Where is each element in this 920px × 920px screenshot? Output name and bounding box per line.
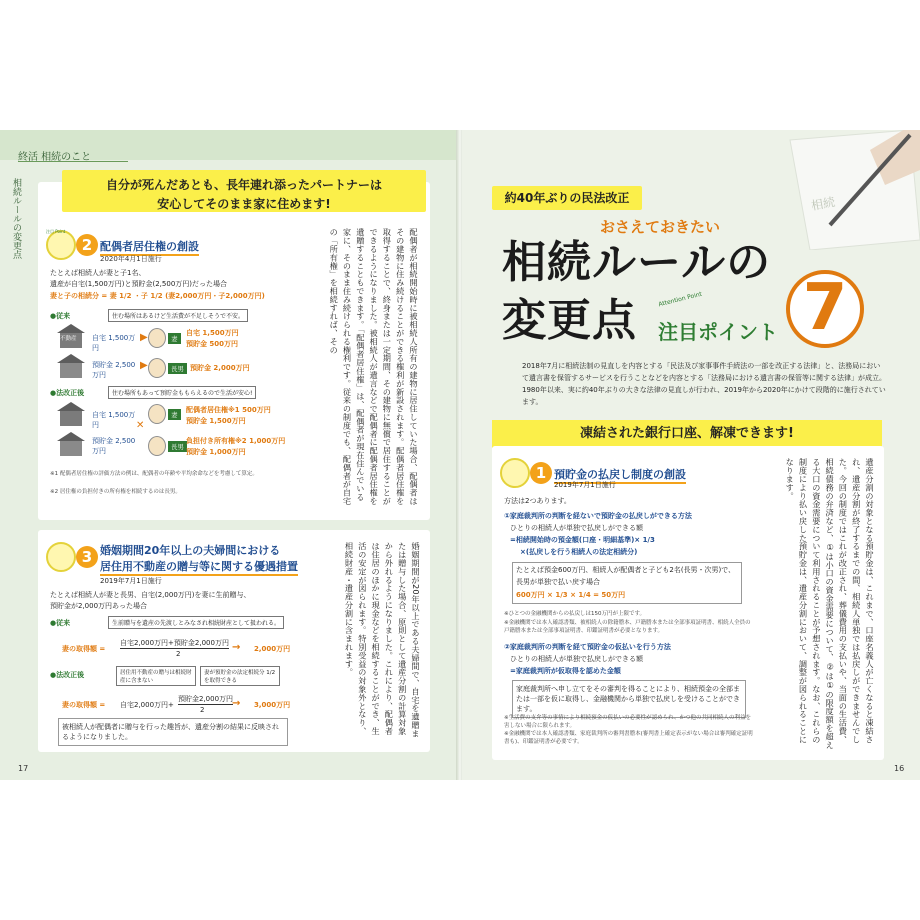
after-note: 住む場所もあって預貯金ももらえるので生活が安心! — [108, 386, 256, 399]
method-1-sub: ひとりの相続人が単独で払戻しができる額 — [510, 524, 643, 532]
badge-number-2: 2 — [76, 234, 98, 256]
formula-2b: 預貯金2,000万円 — [178, 695, 234, 703]
method-2-box: 家庭裁判所へ申し立てをその審判を得ることにより、相続預金の全部または一部を仮に取得し、金融機関から単独で払戻しを受けることができます。 — [512, 680, 746, 718]
example-1-line-1: たとえば預金600万円、相続人が配偶者と子ども2名(長男・次男)で、 — [516, 566, 736, 574]
before-savings: 預貯金 2,500万円 — [92, 361, 136, 379]
badge-number-3: 3 — [76, 546, 98, 568]
attention-eyes: Attention Point — [657, 290, 703, 309]
pen-hand-illustration — [720, 130, 920, 250]
badge-eyes: 注目 Point — [46, 229, 66, 234]
banner-line-1: 自分が死んだあとも、長年連れ添ったパートナーは — [105, 178, 382, 192]
formula-1-div: 2 — [176, 650, 181, 658]
formula-2-result: 3,000万円 — [254, 701, 291, 709]
section-title-3-line1: 婚姻期間20年以上の夫婦間における — [100, 544, 281, 557]
before-note-3: 生前贈与を遺産の先渡しとみなされ相続財産として扱われる。 — [108, 616, 284, 629]
book-spread — [0, 130, 920, 780]
formula-1: 自宅2,000万円+預貯金2,000万円 — [120, 639, 229, 647]
subtitle-box: 約40年ぶりの民法改正 — [492, 186, 642, 210]
after-wife-1: 配偶者居住権※1 500万円 — [186, 406, 271, 414]
main-title-line1: 相続ルールの — [502, 237, 772, 288]
page-number-right: 16 — [894, 764, 905, 773]
example3-line-2: 預貯金が2,000万円あった場合 — [50, 602, 147, 610]
share-formula: 妻と子の相続分 = 妻 1/2 ・子 1/2 (妻2,000万円・子2,000万円) — [50, 292, 265, 300]
wife-label: 妻 — [168, 333, 181, 344]
seven-circle: 7 — [786, 270, 864, 348]
arrow-right-icon: ▶ — [140, 360, 148, 371]
left-banner — [62, 170, 426, 212]
before-home: 自宅 1,500万円 — [92, 334, 136, 352]
note-2: ※金融機関では本人確認書類、被相続人の除籍謄本、戸籍謄本または全部事項証明書、相続人全員の戸籍謄本または全部事項証明書、印鑑証明書が必要となります。 — [504, 620, 751, 634]
osae-label: おさえておきたい — [600, 218, 721, 236]
point-badge-1 — [500, 458, 530, 488]
body-text-spouse-residence: 配偶者が相続開始時に被相続人所有の建物に居住していた場合、配偶者はその建物に住み続けることができる権利が新設されます。配偶者居住権を取得することで、終身または一定期間、その建物に無償で居住することができるようになりました。被相続人が遺言などで配偶者に配偶者居住権を遺贈することもできます。「配偶者居住権」は、配偶者が現在住んでいる家に、そのまま住み続けられる権利です。従来の制度でも、配偶者が自宅の「所有権」を相続すれば、その — [329, 228, 419, 506]
method-1-formula-2: ×(払戻しを行う相続人の法定相続分) — [520, 548, 638, 556]
method-1-title: ①家庭裁判所の判断を経ないで預貯金の払戻しができる方法 — [504, 512, 692, 520]
arrow-cross-icon: ✕ — [136, 420, 145, 431]
before-tag: ●従来 — [50, 312, 71, 320]
svg-text:相続: 相続 — [810, 194, 837, 213]
result-note-3: 被相続人が配偶者に贈与を行った趣旨が、遺産分割の結果に反映されるようになりました。 — [58, 718, 288, 746]
formula-2-div: 2 — [200, 706, 205, 714]
bankbook-icon — [60, 440, 82, 456]
main-title-line2: 変更点 — [502, 295, 637, 346]
section-title-1: 預貯金の払戻し制度の創設 — [554, 466, 686, 484]
right-page — [462, 130, 920, 780]
right-banner: 凍結された銀行口座、解凍できます! — [492, 420, 882, 448]
example-line-1: たとえば相続人が妻と子1名、 — [50, 269, 146, 277]
section-header: 終活 相続のこと — [18, 152, 92, 163]
example3-line-1: たとえば相続人が妻と長男、自宅(2,000万円)を妻に生前贈与、 — [50, 591, 251, 599]
method-2-title: ②家庭裁判所の判断を経て預貯金の仮払いを行う方法 — [504, 643, 671, 651]
section-title-3-line2: 居住用不動産の贈与等に関する優遇措置 — [100, 558, 298, 576]
left-page — [0, 130, 458, 780]
after-tag-3: ●法改正後 — [50, 671, 85, 679]
before-son-get: 預貯金 2,000万円 — [190, 364, 250, 372]
after-son-2: 預貯金 1,000万円 — [186, 448, 246, 456]
section-title-2: 配偶者居住権の創設 — [100, 238, 199, 256]
lead-text: 方法は2つあります。 — [504, 497, 571, 505]
after-tag: ●法改正後 — [50, 389, 85, 397]
son-icon — [148, 436, 166, 456]
point-badge-3 — [46, 542, 76, 572]
house-label: 不動産 — [60, 336, 77, 342]
note-1: ※ひとつの金融機関からの払戻しは150万円が上限です。 — [504, 611, 646, 617]
body-text-gift-preference: 婚姻期間が20年以上である夫婦間で、自宅を遺贈または贈与した場合、原則として遺産分割の計算対象から外れるようになりました。これにより、配偶者は住居のほかに現金などを相続することができ、生活の安定が図られます。特別受益の対象外となり、相続財産・遺産分割に含まれます。 — [344, 542, 421, 738]
son-label: 長男 — [168, 441, 187, 452]
formula-1-label: 妻の取得額 = — [62, 645, 106, 653]
wife-icon — [148, 404, 166, 424]
formula-2: 自宅2,000万円+ — [120, 701, 174, 709]
side-index-label: 相続ルールの変更点 — [11, 178, 21, 259]
wife-label: 妻 — [168, 409, 181, 420]
badge-number-1: 1 — [530, 462, 552, 484]
section-date-1: 2019年7月1日施行 — [554, 481, 616, 489]
intro-paragraph: 2018年7月に相続法制の見直しを内容とする「民法及び家事事件手続法の一部を改正する法律」と、法務局において遺言書を保管するサービスを行うことなどを内容とする「法務局における遺言書の保管等に関する法律」が成立。1980年以来、実に約40年ぶりの大きな法律の見直しが行われ、2019年から2020年にかけて段階的に施行されています。 — [522, 362, 886, 406]
method-1-formula-1: =相続開始時の預金額(口座・明細基準)× 1/3 — [510, 536, 655, 544]
son-icon — [148, 358, 166, 378]
section-date-3: 2019年7月1日施行 — [100, 577, 162, 585]
attention-label: 注目ポイント — [658, 320, 778, 344]
arrow-right-icon: → — [232, 642, 241, 653]
example-1-line-2: 長男が単独で払い戻す場合 — [516, 578, 600, 586]
bankbook-icon — [60, 362, 82, 378]
after-home: 自宅 1,500万円 — [92, 411, 136, 429]
method-2-sub: ひとりの相続人が単独で払戻しができる額 — [510, 655, 643, 663]
note-3: ※生活費の支弁等の事情により相続預金の仮払いの必要性が認められ、かつ他の共同相続人の利益を害しない場合に限られます。 — [504, 715, 751, 729]
after-son-1: 負担付き所有権※2 1,000万円 — [186, 437, 286, 445]
wife-icon — [148, 328, 166, 348]
formula-2-label: 妻の取得額 = — [62, 701, 106, 709]
after-savings: 預貯金 2,500万円 — [92, 437, 136, 455]
method-2-formula: =家庭裁判所が仮取得を認めた金額 — [510, 667, 621, 675]
before-note: 住む場所はあるけど生活費が不足しそうで不安。 — [108, 309, 248, 322]
footnote-1: ※1 配偶者居住権の評価方法の例は、配偶者の年齢や平均余命などを考慮して算定。 — [50, 471, 258, 477]
footnote-2: ※2 居住権の負担付きの所有権を相続するのは長男。 — [50, 489, 181, 495]
before-wife-get: 自宅 1,500万円 — [186, 329, 239, 337]
body-text-deposit: 遺産分割の対象となる預貯金は、これまで、口座名義人が亡くなると凍結され、遺産分割が終了するまでの間、相続人単独では払戻しができませんでした。今回の制度ではこれが改正され、葬儀費用の支払いや、当面の生活費、相続債務の弁済など、①は小口の資金需要について、②は①の限度額を超える大口の資金需要について利用されることが予想されます。なお、これらの制度により払い戻した預貯金は、遺産分割において、調整が図られることになります。 — [785, 458, 875, 749]
after-note-3b: 妻が預貯金の法定相続分 1/2を取得できる — [200, 666, 280, 686]
son-label: 長男 — [168, 363, 187, 374]
point-badge-2 — [46, 230, 76, 260]
house-icon — [60, 410, 82, 426]
arrow-right-icon: → — [232, 698, 241, 709]
header-underline — [18, 161, 128, 162]
example-1-result: 600万円 × 1/3 × 1/4 = 50万円 — [516, 591, 626, 599]
arrow-right-icon: ▶ — [140, 332, 148, 343]
note-4: ※金融機関では本人確認書類、家庭裁判所の審判書謄本(審判書上確定表示がない場合は審判確定証明書も)、印鑑証明書が必要です。 — [504, 731, 753, 745]
section-date-2: 2020年4月1日施行 — [100, 255, 162, 263]
after-wife-2: 預貯金 1,500万円 — [186, 417, 246, 425]
formula-1-result: 2,000万円 — [254, 645, 291, 653]
example-line-2: 遺産が自宅(1,500万円)と預貯金(2,500万円)だった場合 — [50, 280, 228, 288]
banner-line-2: 安心してそのまま家に住めます! — [157, 197, 331, 211]
page-number-left: 17 — [18, 764, 29, 773]
after-note-3a: 居住用不動産の贈与は相続財産に含まない — [116, 666, 196, 686]
before-wife-get-2: 預貯金 500万円 — [186, 340, 239, 348]
before-tag-3: ●従来 — [50, 619, 71, 627]
